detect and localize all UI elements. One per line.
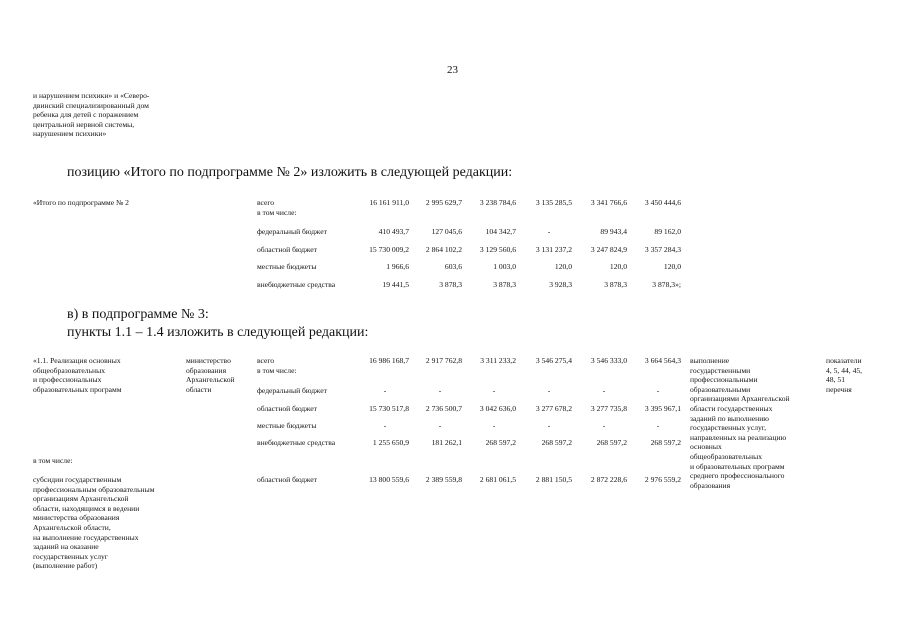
table-cell: 13 800 559,6 <box>369 475 409 484</box>
table-cell: 2 681 061,5 <box>479 475 516 484</box>
table-cell: 2 389 559,8 <box>425 475 462 484</box>
text-line: организациям Архангельской <box>33 494 129 504</box>
text-line: области <box>186 384 212 394</box>
table-cell: 3 395 967,1 <box>644 404 681 413</box>
text-line: государственных услуг <box>33 551 108 561</box>
executor <box>186 356 235 394</box>
table-cell: 104 342,7 <box>485 227 516 236</box>
row-name: «Итого по подпрограмме № 2 <box>33 198 129 207</box>
table-cell: 3 878,3»; <box>652 280 681 289</box>
table-cell: 268 597,2 <box>596 438 627 447</box>
table-cell: - <box>602 421 606 430</box>
table-cell: 1 255 650,9 <box>372 438 409 447</box>
table-cell: - <box>547 421 551 430</box>
table-cell: 3 277 678,2 <box>535 404 572 413</box>
text-line: «1.1. Реализация основных <box>33 356 121 365</box>
funding-source-label: федеральный бюджет <box>257 386 327 395</box>
funding-source-label: областной бюджет <box>257 245 317 254</box>
text-line: образования <box>186 365 227 375</box>
table-cell: 16 986 168,7 <box>369 356 409 365</box>
indicators <box>826 356 862 394</box>
text-line: области государственных <box>690 403 773 413</box>
funding-source-label: федеральный бюджет <box>257 227 327 236</box>
text-line: профессиональными <box>690 375 758 385</box>
table-cell: 3 878,3 <box>604 280 627 289</box>
funding-source-label: областной бюджет <box>257 475 317 484</box>
text-line: на выполнение государственных <box>33 532 139 542</box>
text-line: министерство <box>186 356 231 365</box>
table-cell: 15 730 009,2 <box>369 245 409 254</box>
table-cell: 3 878,3 <box>439 280 462 289</box>
text-line: государственных услуг, <box>690 423 766 433</box>
table-cell: - <box>602 386 606 395</box>
text-line: среднего профессионального <box>690 471 785 481</box>
table-cell: - <box>383 421 387 430</box>
table-cell: 3 546 275,4 <box>535 356 572 365</box>
including-label: в том числе: <box>33 456 73 465</box>
funding-source-label: местные бюджеты <box>257 421 317 430</box>
table-cell: - <box>492 386 496 395</box>
table-cell: 3 664 564,3 <box>644 356 681 365</box>
text-line: основных <box>690 442 722 452</box>
table-cell: 19 441,5 <box>382 280 409 289</box>
text-line: субсидии государственным <box>33 475 122 484</box>
table-cell: 3 546 333,0 <box>590 356 627 365</box>
table-cell: 3 450 444,6 <box>644 198 681 207</box>
table-cell: 2 917 762,8 <box>425 356 462 365</box>
table-cell: 3 131 237,2 <box>535 245 572 254</box>
funding-source-label: местные бюджеты <box>257 262 317 271</box>
table-cell: 3 928,3 <box>549 280 572 289</box>
page-number: 23 <box>447 64 458 76</box>
table-cell: 2 864 102,2 <box>425 245 462 254</box>
table-cell: 89 943,4 <box>600 227 627 236</box>
table-cell: 120,0 <box>663 262 681 271</box>
table-cell: 268 597,2 <box>541 438 572 447</box>
item-name <box>33 356 122 394</box>
prior-fragment <box>33 91 149 139</box>
text-line: центральной нервной системы, <box>33 119 135 129</box>
table-cell: 3 129 560,6 <box>479 245 516 254</box>
funding-source-label: всего <box>257 198 275 207</box>
table-cell: - <box>547 227 551 236</box>
text-line: общеобразовательных <box>690 451 763 461</box>
text-line: и нарушением психики» и «Северо- <box>33 91 150 100</box>
table-cell: 16 161 911,0 <box>369 198 409 207</box>
table-cell: 268 597,2 <box>485 438 516 447</box>
funding-source-label: в том числе: <box>257 208 297 217</box>
text-line: заданий на оказание <box>33 542 99 552</box>
text-line: организациями Архангельской <box>690 394 790 404</box>
text-line: Архангельской области, <box>33 522 111 532</box>
text-line: области, находящимся в ведении <box>33 503 140 513</box>
table-cell: 3 357 284,3 <box>644 245 681 254</box>
table-cell: 3 135 285,5 <box>535 198 572 207</box>
text-line: профессиональным образовательным <box>33 484 155 494</box>
text-line: Архангельской <box>186 375 235 385</box>
text-line: направленных на реализацию <box>690 432 787 442</box>
text-line: нарушением психики» <box>33 129 107 139</box>
table-cell: - <box>656 386 660 395</box>
table-cell: 2 881 150,5 <box>535 475 572 484</box>
text-line: образовательными <box>690 384 751 394</box>
text-line: и профессиональных <box>33 375 102 385</box>
table-cell: 1 003,0 <box>493 262 516 271</box>
table-cell: - <box>438 421 442 430</box>
table-cell: 2 995 629,7 <box>425 198 462 207</box>
text-line: 4, 5, 44, 45, <box>826 365 863 375</box>
table-cell: 1 966,6 <box>386 262 409 271</box>
table-cell: 410 493,7 <box>378 227 409 236</box>
table-cell: 2 736 500,7 <box>425 404 462 413</box>
table-cell: - <box>383 386 387 395</box>
funding-source-label: всего <box>257 356 275 365</box>
table-cell: - <box>492 421 496 430</box>
text-line: (выполнение работ) <box>33 561 98 571</box>
table-cell: 268 597,2 <box>650 438 681 447</box>
text-line: образовательных программ <box>33 384 122 394</box>
table-cell: 15 730 517,8 <box>369 404 409 413</box>
table-cell: 3 238 784,6 <box>479 198 516 207</box>
table-cell: 181 262,1 <box>431 438 462 447</box>
table-cell: 2 872 228,6 <box>590 475 627 484</box>
table-cell: 2 976 559,2 <box>644 475 681 484</box>
text-line: ребенка для детей с поражением <box>33 110 139 120</box>
instruction-subprogram-3: в) в подпрограмме № 3: <box>67 307 209 322</box>
text-line: министерства образования <box>33 513 120 523</box>
table-cell: 603,6 <box>444 262 462 271</box>
instruction-text: позицию «Итого по подпрограмме № 2» изложить в следующей редакции: <box>67 165 513 180</box>
table-cell: 3 311 233,2 <box>480 356 516 365</box>
funding-source-label: областной бюджет <box>257 404 317 413</box>
funding-source-label: внебюджетные средства <box>257 280 336 289</box>
text-line: показатели <box>826 356 862 365</box>
funding-source-label: в том числе: <box>257 366 297 375</box>
table-cell: 127 045,6 <box>431 227 462 236</box>
text-line: и образовательных программ <box>690 461 785 471</box>
sub-item-name <box>33 475 155 571</box>
table-cell: 120,0 <box>609 262 627 271</box>
expected-result <box>690 356 790 490</box>
table-cell: 3 042 636,0 <box>479 404 516 413</box>
table-cell: - <box>438 386 442 395</box>
funding-source-label: внебюджетные средства <box>257 438 336 447</box>
text-line: перечня <box>826 384 852 394</box>
table-cell: 3 247 824,9 <box>590 245 627 254</box>
text-line: государственными <box>690 365 751 375</box>
table-cell: 3 277 735,8 <box>590 404 627 413</box>
text-line: выполнение <box>690 356 730 365</box>
text-line: заданий по выполнению <box>690 413 769 423</box>
table-cell: 3 341 766,6 <box>590 198 627 207</box>
table-cell: - <box>656 421 660 430</box>
table-cell: 89 162,0 <box>654 227 681 236</box>
text-line: общеобразовательных <box>33 365 106 375</box>
text-line: 48, 51 <box>826 375 845 385</box>
table-cell: 3 878,3 <box>493 280 516 289</box>
text-line: образования <box>690 480 731 490</box>
text-line: двинский специализированный дом <box>33 100 149 110</box>
instruction-items: пункты 1.1 – 1.4 изложить в следующей редакции: <box>67 325 369 340</box>
table-cell: - <box>547 386 551 395</box>
table-cell: 120,0 <box>554 262 572 271</box>
